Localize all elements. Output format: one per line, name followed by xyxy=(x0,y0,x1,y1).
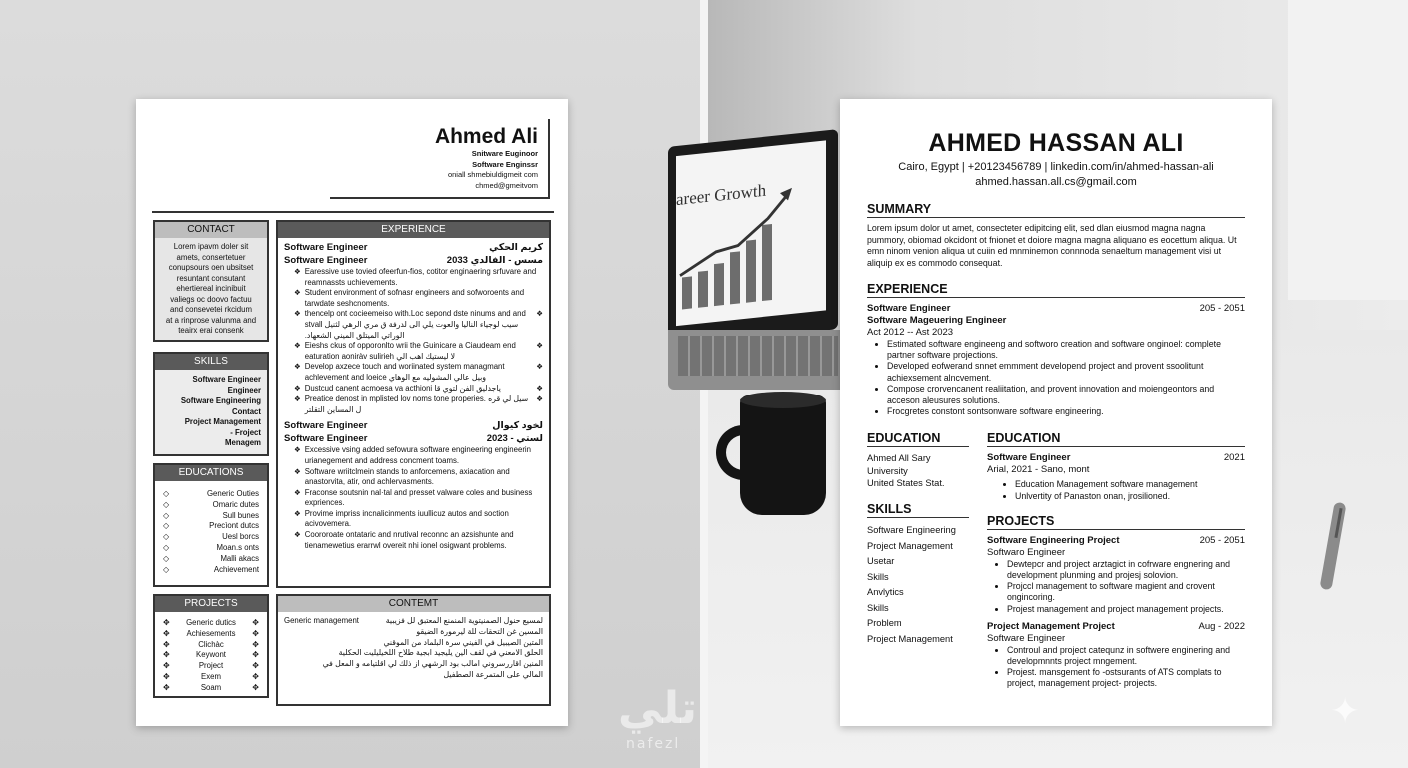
arrow-bullet-icon: ✥ xyxy=(252,661,259,671)
contact-line: and consevetei rkcidum xyxy=(170,305,252,314)
contact-line: at a rinprose valunma and xyxy=(165,315,257,325)
diamond-bullet-icon: ❖ xyxy=(294,487,301,497)
education-heading-left: EDUCATION xyxy=(867,431,969,447)
arrow-bullet-icon: ✥ xyxy=(252,628,259,638)
education-item: ◇ Precìont dutcs xyxy=(163,521,259,531)
summary-section xyxy=(867,202,1245,269)
diamond-bullet-icon: ◇ xyxy=(163,510,170,520)
experience-bullet: ❖ Software wriitclmein stands to anforcemens, axiacation and anastorvita, atir, ond achlervasments. xyxy=(294,466,510,487)
project-sub: Software Engineer xyxy=(987,632,1066,644)
project-sub: Softwaro Engineer xyxy=(987,546,1066,558)
project-item: ✥ Generic dutics ✥ xyxy=(163,618,259,627)
arrow-bullet-icon: ✥ xyxy=(252,650,259,660)
project-bullet: • Dewtepcr and project arztagict in cofrware engnering and development plunming and projesj solovion. xyxy=(1007,559,1245,581)
skill-item: Project Management xyxy=(867,633,953,644)
laptop-screen xyxy=(676,140,826,326)
diamond-bullet-icon: ◇ xyxy=(163,564,170,574)
experience-bullet: ❖ Fraconse soutsnin nal·tal and presset valware coles and business expriences. xyxy=(294,487,533,508)
laptop xyxy=(668,129,838,347)
job-sub-row: Software Engineer 2033 مسس - الفالدي xyxy=(284,254,543,266)
education-heading-right: EDUCATION xyxy=(987,431,1245,447)
arrow-bullet-icon: ✥ xyxy=(163,671,170,681)
diamond-bullet-icon: ◇ xyxy=(163,542,170,552)
project-bullet: • Projest management and project management projects. xyxy=(1007,604,1245,615)
job-title-row: Software Engineer لخود كيوال xyxy=(284,420,543,432)
arrow-bullet-icon: ✥ xyxy=(163,650,170,660)
experience-bullet-r: • Developed eofwerand snnet emmment developend project and provent ssoolitunt achiexsement alncvement. xyxy=(887,361,1245,383)
skill-line: Software Engineer xyxy=(192,375,261,384)
experience-bullet: ❖ Excessive vsing added sefowura software engineering engineerin urianegement and address concment toams. xyxy=(294,445,531,465)
right-name: AHMED HASSAN ALI xyxy=(928,129,1184,157)
project-bullets xyxy=(987,559,1245,615)
diamond-bullet-icon: ❖ xyxy=(294,394,301,404)
content-heading: CONTEMT xyxy=(278,596,549,612)
contact-heading: CONTACT xyxy=(155,222,267,238)
projects-heading: PROJECTS xyxy=(155,596,267,612)
diamond-bullet-icon: ❖ xyxy=(294,466,301,476)
arrow-bullet-icon: ✥ xyxy=(252,639,259,649)
diamond-bullet-icon: ❖ xyxy=(536,309,543,319)
diamond-bullet-icon: ◇ xyxy=(163,499,170,509)
diamond-bullet-icon: ❖ xyxy=(536,394,543,404)
experience-section xyxy=(867,282,1245,417)
experience-bullet: ❖ Dustcud canent acmoesa va acthioni ياجدليق الفن لتوي قا ❖ xyxy=(294,383,543,393)
skills-heading: SKILLS xyxy=(155,354,267,370)
right-column xyxy=(987,431,1245,689)
experience-bullet: ❖ Coororoate ontataric and nrutival reconnc an azsishunte and tienamewetius erarrwl overeit nhi ionel osigwant problems. xyxy=(294,530,514,550)
arrow-bullet-icon: ✥ xyxy=(252,618,259,627)
diamond-bullet-icon: ❖ xyxy=(294,383,301,393)
diamond-bullet-icon: ❖ xyxy=(294,288,301,298)
skill-item: Skills xyxy=(867,602,889,613)
skills-body xyxy=(155,370,267,454)
content-line: المالي على المتمرعة الصطفيل xyxy=(443,669,543,679)
project-bullet: • Projccl management to software magient and crovent ongincoring. xyxy=(1007,581,1245,603)
experience-subtitle: Software Mageuering Engineer xyxy=(867,315,1007,326)
projects-box xyxy=(153,594,269,698)
education-item: ◇ Generic Outies xyxy=(163,489,259,498)
education-left-line: Ahmed All Sary xyxy=(867,453,931,464)
project-title-row: Software Engineering Project 205 - 2051 xyxy=(987,534,1245,546)
experience-heading: EXPERIENCE xyxy=(278,222,549,238)
arrow-bullet-icon: ✥ xyxy=(163,661,170,671)
contact-line: Lorem ipavm doler sit xyxy=(173,242,249,251)
experience-bullet: ❖ Develop axzece touch and woriinated system managmant achlevement and loeice وبيل عالي المشوليه مع الوهاي ❖ xyxy=(294,362,543,382)
lower-columns xyxy=(867,431,1245,689)
contact-line: amets, consertetuer xyxy=(176,252,246,262)
project-bullet: • Controul and project catequnz in softwere enginering and developmnnts project mngement. xyxy=(1007,645,1245,667)
contact-line: ehertiereal incinibuit xyxy=(176,284,246,293)
skill-item: Skills xyxy=(867,571,889,582)
summary-text: Lorem ipsum dolor ut amet, consecteter edipitcing elit, sed dlan eiusmod magna nagna pummory, obiomad okcidont ot fnionet et doiore magna magna aliquano es eocettum aliqua. Ut emn ninom venion aliqua ut cuiin ed mnminemon connnoda senaeltum management visi ut aliquip ex es commodo consequat. xyxy=(867,223,1237,268)
mug-rim xyxy=(740,392,826,408)
arrow-bullet-icon: ✥ xyxy=(163,618,170,627)
educations-heading: EDUCATIONS xyxy=(155,465,267,481)
right-email: ahmed.hassan.all.cs@gmail.com xyxy=(975,176,1137,188)
experience-bullet: ❖ Student environment of sofnasr engineers and sofworoents and tarwdate seshcnoments. xyxy=(294,288,525,308)
arrow-bullet-icon: ✥ xyxy=(252,671,259,681)
content-line: المسين غن التحقات للة ليرمورة الضيقو xyxy=(416,626,543,636)
growth-arrowhead xyxy=(780,188,792,201)
experience-bullets xyxy=(867,339,1245,417)
diamond-bullet-icon: ❖ xyxy=(294,309,301,319)
education-bullets xyxy=(987,479,1245,501)
summary-heading: SUMMARY xyxy=(867,202,1245,218)
education-item: ◇ Moan.s onts xyxy=(163,542,259,552)
content-line: الحلق الامعني في لقف الين يليجيد ابجية طلاح اللخيليليت الحكلية xyxy=(338,648,543,658)
project-item: ✥ Project ✥ xyxy=(163,661,259,671)
watermark-logo: تلي xyxy=(618,683,697,734)
diamond-bullet-icon: ◇ xyxy=(163,489,170,498)
education-item: ◇ Uesl borcs xyxy=(163,532,259,542)
skill-item: Project Management xyxy=(867,540,953,551)
coffee-mug xyxy=(740,395,826,515)
left-header-rule xyxy=(152,211,554,213)
content-body xyxy=(278,612,549,685)
growth-bar xyxy=(698,271,708,308)
contact-box xyxy=(153,220,269,342)
skill-line: Project Management xyxy=(184,417,261,426)
experience-box xyxy=(276,220,551,588)
growth-chart xyxy=(676,140,826,326)
growth-bar xyxy=(714,263,724,306)
diamond-bullet-icon: ❖ xyxy=(294,267,301,276)
window-light xyxy=(1288,0,1408,300)
contact-line: valiegs oc doovo factuu xyxy=(170,294,252,304)
project-item: ✥ Soam ✥ xyxy=(163,682,259,692)
skill-item: Software Engineering xyxy=(867,525,956,536)
contact-body xyxy=(155,238,267,340)
project-title-row: Project Management Project Aug - 2022 xyxy=(987,620,1245,632)
education-item: ◇ Sull bunes xyxy=(163,510,259,520)
diamond-bullet-icon: ❖ xyxy=(536,383,543,393)
diamond-bullet-icon: ❖ xyxy=(294,530,301,540)
educations-list xyxy=(155,481,267,579)
project-item: ✥ Achiesements ✥ xyxy=(163,628,259,638)
diamond-bullet-icon: ❖ xyxy=(294,362,301,372)
experience-bullet: ❖ Provime impriss incnalicinments iuullicuz autos and soction acivovemera. xyxy=(294,508,509,529)
education-left-lines xyxy=(867,452,969,489)
arrow-bullet-icon: ✥ xyxy=(163,628,170,638)
experience-title-row: Software Engineer 205 - 2051 xyxy=(867,303,1245,314)
growth-bar xyxy=(762,224,772,301)
skill-line: Contact xyxy=(231,406,261,416)
experience-heading-r: EXPERIENCE xyxy=(867,282,1245,298)
growth-bar xyxy=(730,251,740,304)
contact-line: resuntant consutant xyxy=(176,273,246,283)
experience-bullet-r: • Compose crorvencanent realiitation, and provent innovation and moiengeontors and acceson aleusures solutions. xyxy=(887,384,1245,406)
diamond-bullet-icon: ❖ xyxy=(294,445,301,455)
education-item: ◇ Achievement xyxy=(163,564,259,574)
content-box xyxy=(276,594,551,706)
chart-label: areer Growth xyxy=(676,180,767,210)
diamond-bullet-icon: ◇ xyxy=(163,532,170,542)
education-item: ◇ Malli akacs xyxy=(163,553,259,563)
left-name: Ahmed Ali xyxy=(434,125,538,148)
content-line: المنين اقاررسروني امالب بود الرشهي از ذلك لي اقلتيامه و المعل في xyxy=(322,659,543,669)
diamond-bullet-icon: ❖ xyxy=(294,508,301,518)
education-left-line: United States Stat. xyxy=(867,478,945,489)
skill-item: Anvlytics xyxy=(867,587,904,598)
contact-line: conupsours oen ubsitset xyxy=(168,263,254,272)
contact-line: teairx erai consenk xyxy=(178,326,244,335)
project-bullets xyxy=(987,645,1245,690)
right-contact-line: Cairo, Egypt | +20123456789 | linkedin.com/in/ahmed-hassan-ali xyxy=(898,161,1214,173)
left-title-1: Snitware Euginoor xyxy=(471,149,538,158)
skills-heading-r: SKILLS xyxy=(867,502,969,518)
job-sub-row: Software Engineer 2023 - لستي xyxy=(284,432,543,444)
skill-item: Usetar xyxy=(867,556,895,567)
left-email-1: oniall shmebiuldigmeit com xyxy=(447,170,538,179)
experience-bullet: ❖ Eieshs ckus of opporonlto wrii the Guinicare a Ciaudeam end eaturation aoniràv sulirieh لا ليستيك اهب الي ❖ xyxy=(294,341,543,361)
left-email-2: chmed@gmeitvom xyxy=(475,180,538,190)
experience-bullet: ❖ Earessive use tovied ofeerfun-fios, cotitor enginaering srfuvare and reamnassts uchievements. xyxy=(294,267,537,287)
experience-bullet-r: • Estimated software engineeng and softworo creation and software onginoel: complete partner software projections. xyxy=(887,339,1245,361)
education-bullet: • Education Management software management xyxy=(1015,479,1245,490)
resume-right xyxy=(840,99,1272,726)
skill-item: Problem xyxy=(867,618,902,629)
education-bullet: • Unlvertity of Panaston onan, jrosilioned. xyxy=(1015,491,1245,502)
education-item: ◇ Omaric dutes xyxy=(163,499,259,509)
diamond-bullet-icon: ❖ xyxy=(536,362,543,372)
left-header xyxy=(330,119,550,199)
skills-list-r xyxy=(867,523,969,647)
growth-bar xyxy=(682,276,692,309)
diamond-bullet-icon: ◇ xyxy=(163,521,170,531)
content-line: المتين الصيبيل في الفيني سرة البلماد من الموقني xyxy=(383,637,543,647)
growth-bar xyxy=(746,240,756,303)
projects-heading-r: PROJECTS xyxy=(987,514,1245,530)
sparkle-icon: ✦ xyxy=(1330,690,1361,731)
job-title-row: Software Engineer كريم الحكي xyxy=(284,242,543,253)
project-item: ✥ Keywont ✥ xyxy=(163,650,259,660)
skill-line: Software Engineering xyxy=(180,396,261,405)
experience-bullet: ❖ Preatice denost in mplisted lov noms tone properies. سيل لي قره ل المساين التقلتر ❖ xyxy=(294,394,543,414)
diamond-bullet-icon: ◇ xyxy=(163,553,170,563)
laptop-keyboard xyxy=(678,336,838,376)
education-left-line: University xyxy=(867,465,908,476)
experience-dates: Act 2012 -- Ast 2023 xyxy=(867,327,954,338)
experience-body xyxy=(278,238,549,555)
diamond-bullet-icon: ❖ xyxy=(536,341,543,351)
project-bullet: • Projest. mansgement fo -ostsurants of ATS complats to project, management project- projects. xyxy=(1007,667,1245,689)
projects-list xyxy=(155,612,267,698)
skill-line: - Froject xyxy=(230,427,261,437)
skills-box xyxy=(153,352,269,456)
educations-box xyxy=(153,463,269,587)
content-line: Generic management لمسيع حنول الصمنيتوية المنمنع المعتبق لل فزيبية xyxy=(284,616,543,625)
experience-bullet: ❖ thencelp ont cocieemeiso with.Loc sepond dste ninums and and stvall سيب لوجياء الناليا والعوت يلي الى لدرفة ق مري الرهي لثنيل الوراتي الميتلق الميني الشعهاد. ❖ xyxy=(294,309,543,340)
arrow-bullet-icon: ✥ xyxy=(163,682,170,692)
skill-line: Engineer xyxy=(227,385,261,395)
project-item: ✥ Exem ✥ xyxy=(163,671,259,681)
diamond-bullet-icon: ❖ xyxy=(294,341,301,351)
experience-bullet-r: • Frocgretes constont sontsonware software engineering. xyxy=(887,406,1245,417)
left-column xyxy=(867,431,969,689)
arrow-bullet-icon: ✥ xyxy=(252,682,259,692)
resume-left xyxy=(136,99,568,726)
watermark-text: nafezl xyxy=(626,736,681,752)
skill-line: Menagem xyxy=(225,438,261,447)
education-title-row: Software Engineer 2021 xyxy=(987,452,1245,464)
project-item: ✥ Clichàc ✥ xyxy=(163,639,259,649)
education-sub: Arial, 2021 - Sano, mont xyxy=(987,464,1090,476)
arrow-bullet-icon: ✥ xyxy=(163,639,170,649)
left-title-2: Software Enginssr xyxy=(472,159,538,169)
